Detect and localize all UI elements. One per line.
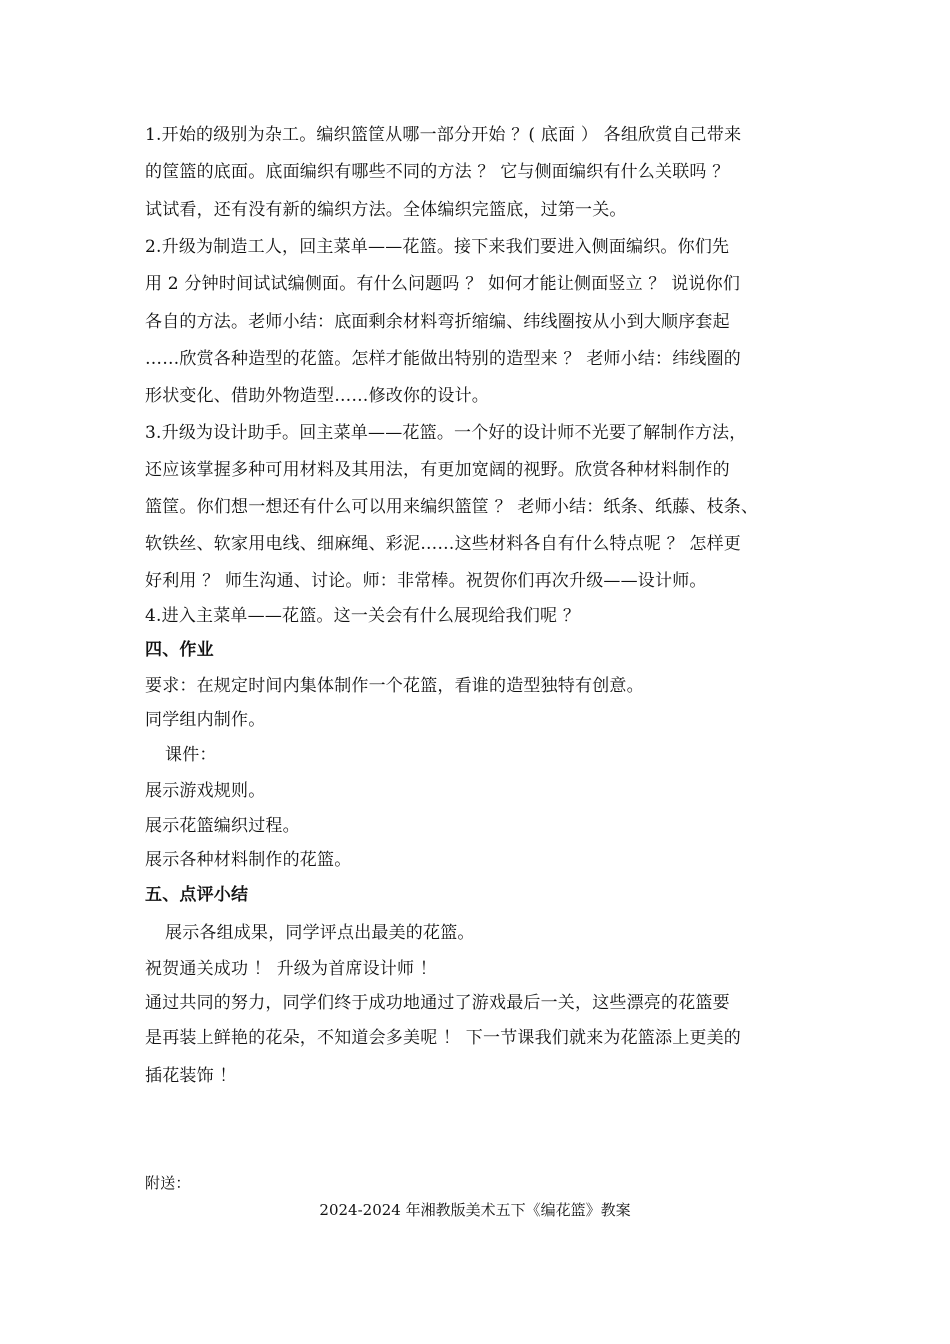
appendix-title: 2024-2024 年湘教版美术五下《编花篮》教案 <box>319 1201 631 1219</box>
summary-line: 祝贺通关成功 ！ 升级为首席设计师 ！ <box>145 959 438 979</box>
courseware-item: 展示花篮编织过程。 <box>145 816 300 836</box>
section-heading-summary: 五、点评小结 <box>145 885 249 905</box>
paragraph-line: 试试看，还有没有新的编织方法。全体编织完篮底，过第一关。 <box>145 200 627 220</box>
courseware-label: 课件： <box>165 745 217 765</box>
summary-line: 是再装上鲜艳的花朵，不知道会多美呢 ！ 下一节课我们就来为花篮添上更美的 <box>145 1028 742 1048</box>
paragraph-line: 好利用 ？ 师生沟通、讨论。师：非常棒。祝贺你们再次升级——设计师。 <box>145 571 707 591</box>
appendix-label: 附送： <box>145 1174 191 1192</box>
summary-line: 通过共同的努力，同学们终于成功地通过了游戏最后一关，这些漂亮的花篮要 <box>145 993 730 1013</box>
paragraph-line: 软铁丝、软家用电线、细麻绳、彩泥……这些材料各自有什么特点呢 ？ 怎样更 <box>145 534 742 554</box>
courseware-item: 展示各种材料制作的花篮。 <box>145 850 352 870</box>
courseware-item: 展示游戏规则。 <box>145 781 266 801</box>
paragraph-line: 的筐篮的底面。底面编织有哪些不同的方法 ？ 它与侧面编织有什么关联吗 ？ <box>145 162 730 182</box>
section-heading-homework: 四、作业 <box>145 640 214 660</box>
paragraph-line: 篮筐。你们想一想还有什么可以用来编织篮筐 ？ 老师小结：纸条、纸藤、枝条、 <box>145 497 759 517</box>
paragraph-line: 用 2 分钟时间试试编侧面。有什么问题吗 ？ 如何才能让侧面竖立 ？ 说说你们 <box>145 274 741 294</box>
summary-line: 展示各组成果，同学评点出最美的花篮。 <box>165 923 475 943</box>
paragraph-line: 3.升级为设计助手。回主菜单——花篮。一个好的设计师不光要了解制作方法， <box>145 423 747 443</box>
homework-requirement: 要求：在规定时间内集体制作一个花篮，看谁的造型独特有创意。 <box>145 676 644 696</box>
paragraph-line: 1.开始的级别为杂工。编织篮筐从哪一部分开始 ？( 底面 ） 各组欣赏自己带来 <box>145 125 742 145</box>
summary-line: 插花装饰 ！ <box>145 1066 237 1086</box>
homework-group-work: 同学组内制作。 <box>145 710 266 730</box>
paragraph-line: ……欣赏各种造型的花篮。怎样才能做出特别的造型来 ？ 老师小结：纬线圈的 <box>145 349 742 369</box>
paragraph-line: 2.升级为制造工人，回主菜单——花篮。接下来我们要进入侧面编织。你们先 <box>145 237 730 257</box>
paragraph-line: 各自的方法。老师小结：底面剩余材料弯折缩编、纬线圈按从小到大顺序套起 <box>145 312 730 332</box>
paragraph-line: 4.进入主菜单——花篮。这一关会有什么展现给我们呢 ？ <box>145 606 581 626</box>
paragraph-line: 还应该掌握多种可用材料及其用法，有更加宽阔的视野。欣赏各种材料制作的 <box>145 460 730 480</box>
paragraph-line: 形状变化、借助外物造型……修改你的设计。 <box>145 386 489 406</box>
